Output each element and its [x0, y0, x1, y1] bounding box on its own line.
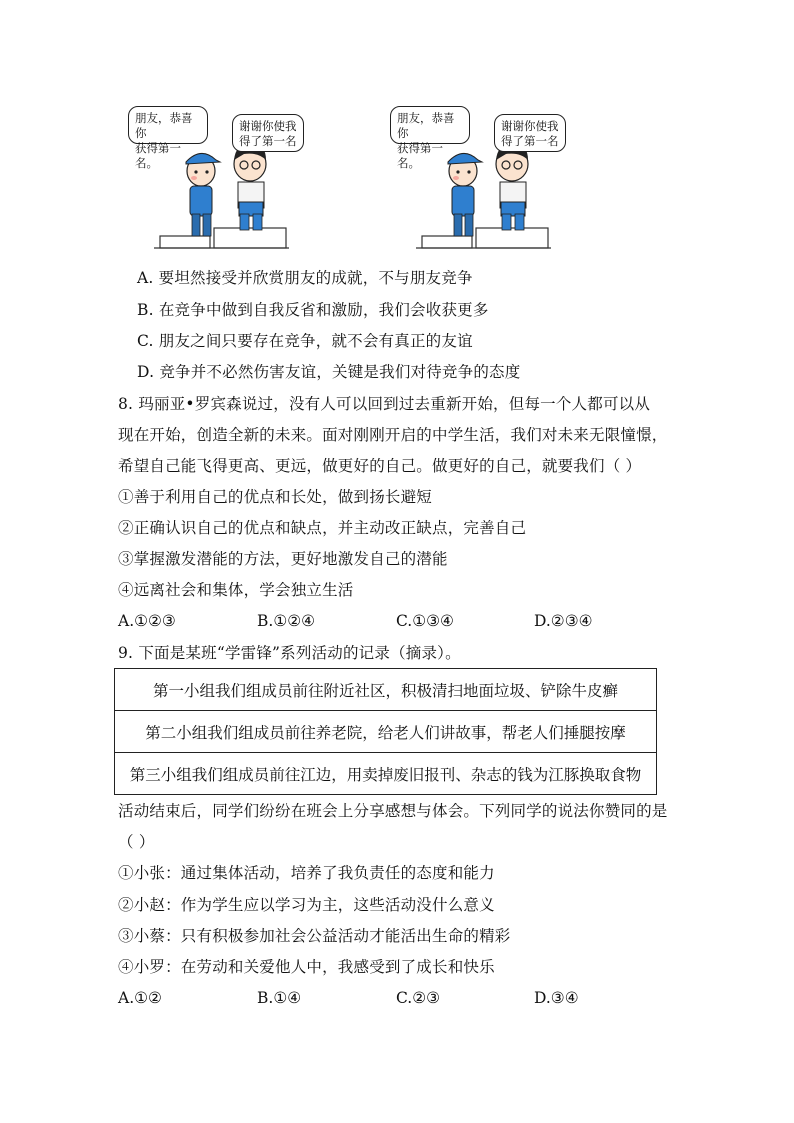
speech-bubble-congrats [128, 106, 208, 170]
q9-after-line-2: （ ） [118, 833, 155, 851]
speech-bubble-thanks [232, 114, 304, 152]
table-cell: 第二小组我们组成员前往养老院，给老人们讲故事，帮老人们捶腿按摩 [115, 711, 657, 753]
bubble-line: 获得第一名。 [135, 141, 181, 170]
bubble-line: 谢谢你使我 [501, 119, 559, 133]
bubble-line: 得了第一名 [501, 134, 559, 148]
q8-answer-b: B.①②④ [257, 612, 316, 630]
speech-bubble-thanks [494, 114, 566, 152]
q8-stem-line-1: 8. 玛丽亚•罗宾森说过，没有人可以回到过去重新开始，但每一个人都可以从 [118, 395, 651, 413]
q9-item-1: ①小张：通过集体活动，培养了我负责任的态度和能力 [118, 864, 495, 882]
table-row [115, 753, 657, 795]
q9-item-3: ③小蔡：只有积极参加社会公益活动才能活出生命的精彩 [118, 927, 511, 945]
bubble-line: 谢谢你使我 [239, 119, 297, 133]
q9-answer-d: D.③④ [534, 989, 579, 1007]
comic-illustration-1 [124, 104, 299, 254]
speech-bubble-congrats [390, 106, 470, 170]
q8-answer-d: D.②③④ [534, 612, 593, 630]
bubble-line: 得了第一名 [239, 134, 297, 148]
q9-answer-c: C.②③ [396, 989, 441, 1007]
q8-item-2: ②正确认识自己的优点和缺点，并主动改正缺点，完善自己 [118, 519, 527, 537]
activity-record-table [114, 668, 657, 795]
table-row [115, 669, 657, 711]
q8-answer-c: C.①③④ [396, 612, 454, 630]
q8-stem-line-2: 现在开始，创造全新的未来。面对刚刚开启的中学生活，我们对未来无限憧憬， [118, 426, 668, 444]
table-cell: 第一小组我们组成员前往附近社区，积极清扫地面垃圾、铲除牛皮癣 [115, 669, 657, 711]
q9-answer-b: B.①④ [257, 989, 302, 1007]
bubble-line: 朋友，恭喜你 [135, 111, 193, 140]
q9-answer-a: A.①② [118, 989, 162, 1007]
q7-option-b: B. 在竞争中做到自我反省和激励，我们会收获更多 [137, 301, 489, 319]
bubble-line: 朋友，恭喜你 [397, 111, 455, 140]
q7-option-a: A. 要坦然接受并欣赏朋友的成就，不与朋友竞争 [137, 269, 473, 287]
table-row [115, 711, 657, 753]
table-cell: 第三小组我们组成员前往江边，用卖掉废旧报刊、杂志的钱为江豚换取食物 [115, 753, 657, 795]
q8-answer-a: A.①②③ [118, 612, 176, 630]
q8-item-1: ①善于利用自己的优点和长处，做到扬长避短 [118, 488, 433, 506]
q8-stem-line-3: 希望自己能飞得更高、更远，做更好的自己。做更好的自己，就要我们（ ） [118, 457, 642, 475]
q9-stem: 9. 下面是某班“学雷锋”系列活动的记录（摘录）。 [118, 644, 461, 662]
comic-illustration-2 [386, 104, 561, 254]
q9-after-line-1: 活动结束后，同学们纷纷在班会上分享感想与体会。下列同学的说法你赞同的是 [118, 802, 668, 820]
q9-item-2: ②小赵：作为学生应以学习为主，这些活动没什么意义 [118, 896, 495, 914]
q9-item-4: ④小罗：在劳动和关爱他人中，我感受到了成长和快乐 [118, 958, 495, 976]
q7-option-c: C. 朋友之间只要存在竞争，就不会有真正的友谊 [137, 332, 473, 350]
q8-item-4: ④远离社会和集体，学会独立生活 [118, 581, 354, 599]
q8-item-3: ③掌握激发潜能的方法，更好地激发自己的潜能 [118, 550, 448, 568]
q7-option-d: D. 竞争并不必然伤害友谊，关键是我们对待竞争的态度 [137, 363, 521, 381]
bubble-line: 获得第一名。 [397, 141, 443, 170]
